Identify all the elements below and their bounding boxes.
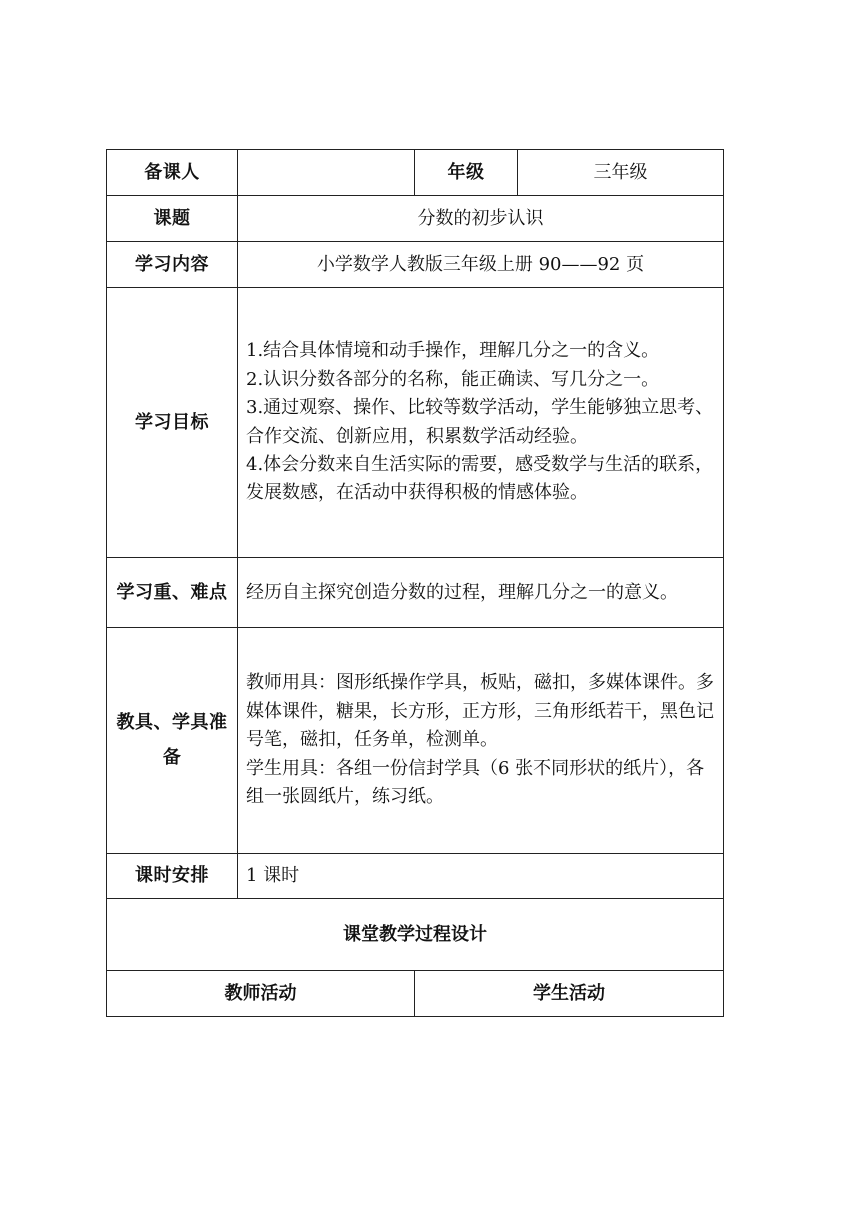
materials-label: 教具、学具准备 [107, 628, 238, 854]
topic-row [107, 196, 724, 242]
key-points-row [107, 558, 724, 628]
key-points-value: 经历自主探究创造分数的过程，理解几分之一的意义。 [238, 558, 724, 628]
grade-label: 年级 [415, 150, 518, 196]
lesson-plan-page [106, 149, 723, 1017]
process-title: 课堂教学过程设计 [107, 899, 724, 971]
preparer-value [238, 150, 415, 196]
student-materials: 学生用具：各组一份信封学具（6 张不同形状的纸片），各组一张圆纸片，练习纸。 [246, 757, 705, 808]
objective-item-1: 1.结合具体情境和动手操作，理解几分之一的含义。 [246, 340, 660, 362]
content-label: 学习内容 [107, 242, 238, 288]
preparer-label: 备课人 [107, 150, 238, 196]
objective-item-3: 3.通过观察、操作、比较等数学活动，学生能够独立思考、合作交流、创新应用，积累数学活动经验。 [246, 397, 714, 447]
content-row [107, 242, 724, 288]
objective-item-2: 2.认识分数各部分的名称，能正确读、写几分之一。 [246, 368, 660, 390]
objectives-label: 学习目标 [107, 288, 238, 558]
topic-value: 分数的初步认识 [238, 196, 724, 242]
content-value: 小学数学人教版三年级上册 90——92 页 [238, 242, 724, 288]
lesson-plan-table [106, 149, 724, 1017]
materials-row [107, 628, 724, 854]
schedule-label: 课时安排 [107, 854, 238, 899]
schedule-row [107, 854, 724, 899]
objectives-row [107, 288, 724, 558]
student-activity-header: 学生活动 [415, 971, 724, 1017]
materials-content [238, 628, 724, 854]
objectives-list [238, 288, 724, 558]
topic-label: 课题 [107, 196, 238, 242]
teacher-activity-header: 教师活动 [107, 971, 415, 1017]
grade-value: 三年级 [518, 150, 724, 196]
key-points-label: 学习重、难点 [107, 558, 238, 628]
schedule-value: 1 课时 [238, 854, 724, 899]
process-title-row [107, 899, 724, 971]
activity-header-row [107, 971, 724, 1017]
header-row [107, 150, 724, 196]
teacher-materials: 教师用具：图形纸操作学具，板贴，磁扣，多媒体课件。多媒体课件，糖果，长方形，正方形，三角形纸若干，黑色记号笔，磁扣，任务单，检测单。 [246, 672, 714, 751]
objective-item-4: 4.体会分数来自生活实际的需要，感受数学与生活的联系，发展数感，在活动中获得积极的情感体验。 [246, 453, 714, 504]
